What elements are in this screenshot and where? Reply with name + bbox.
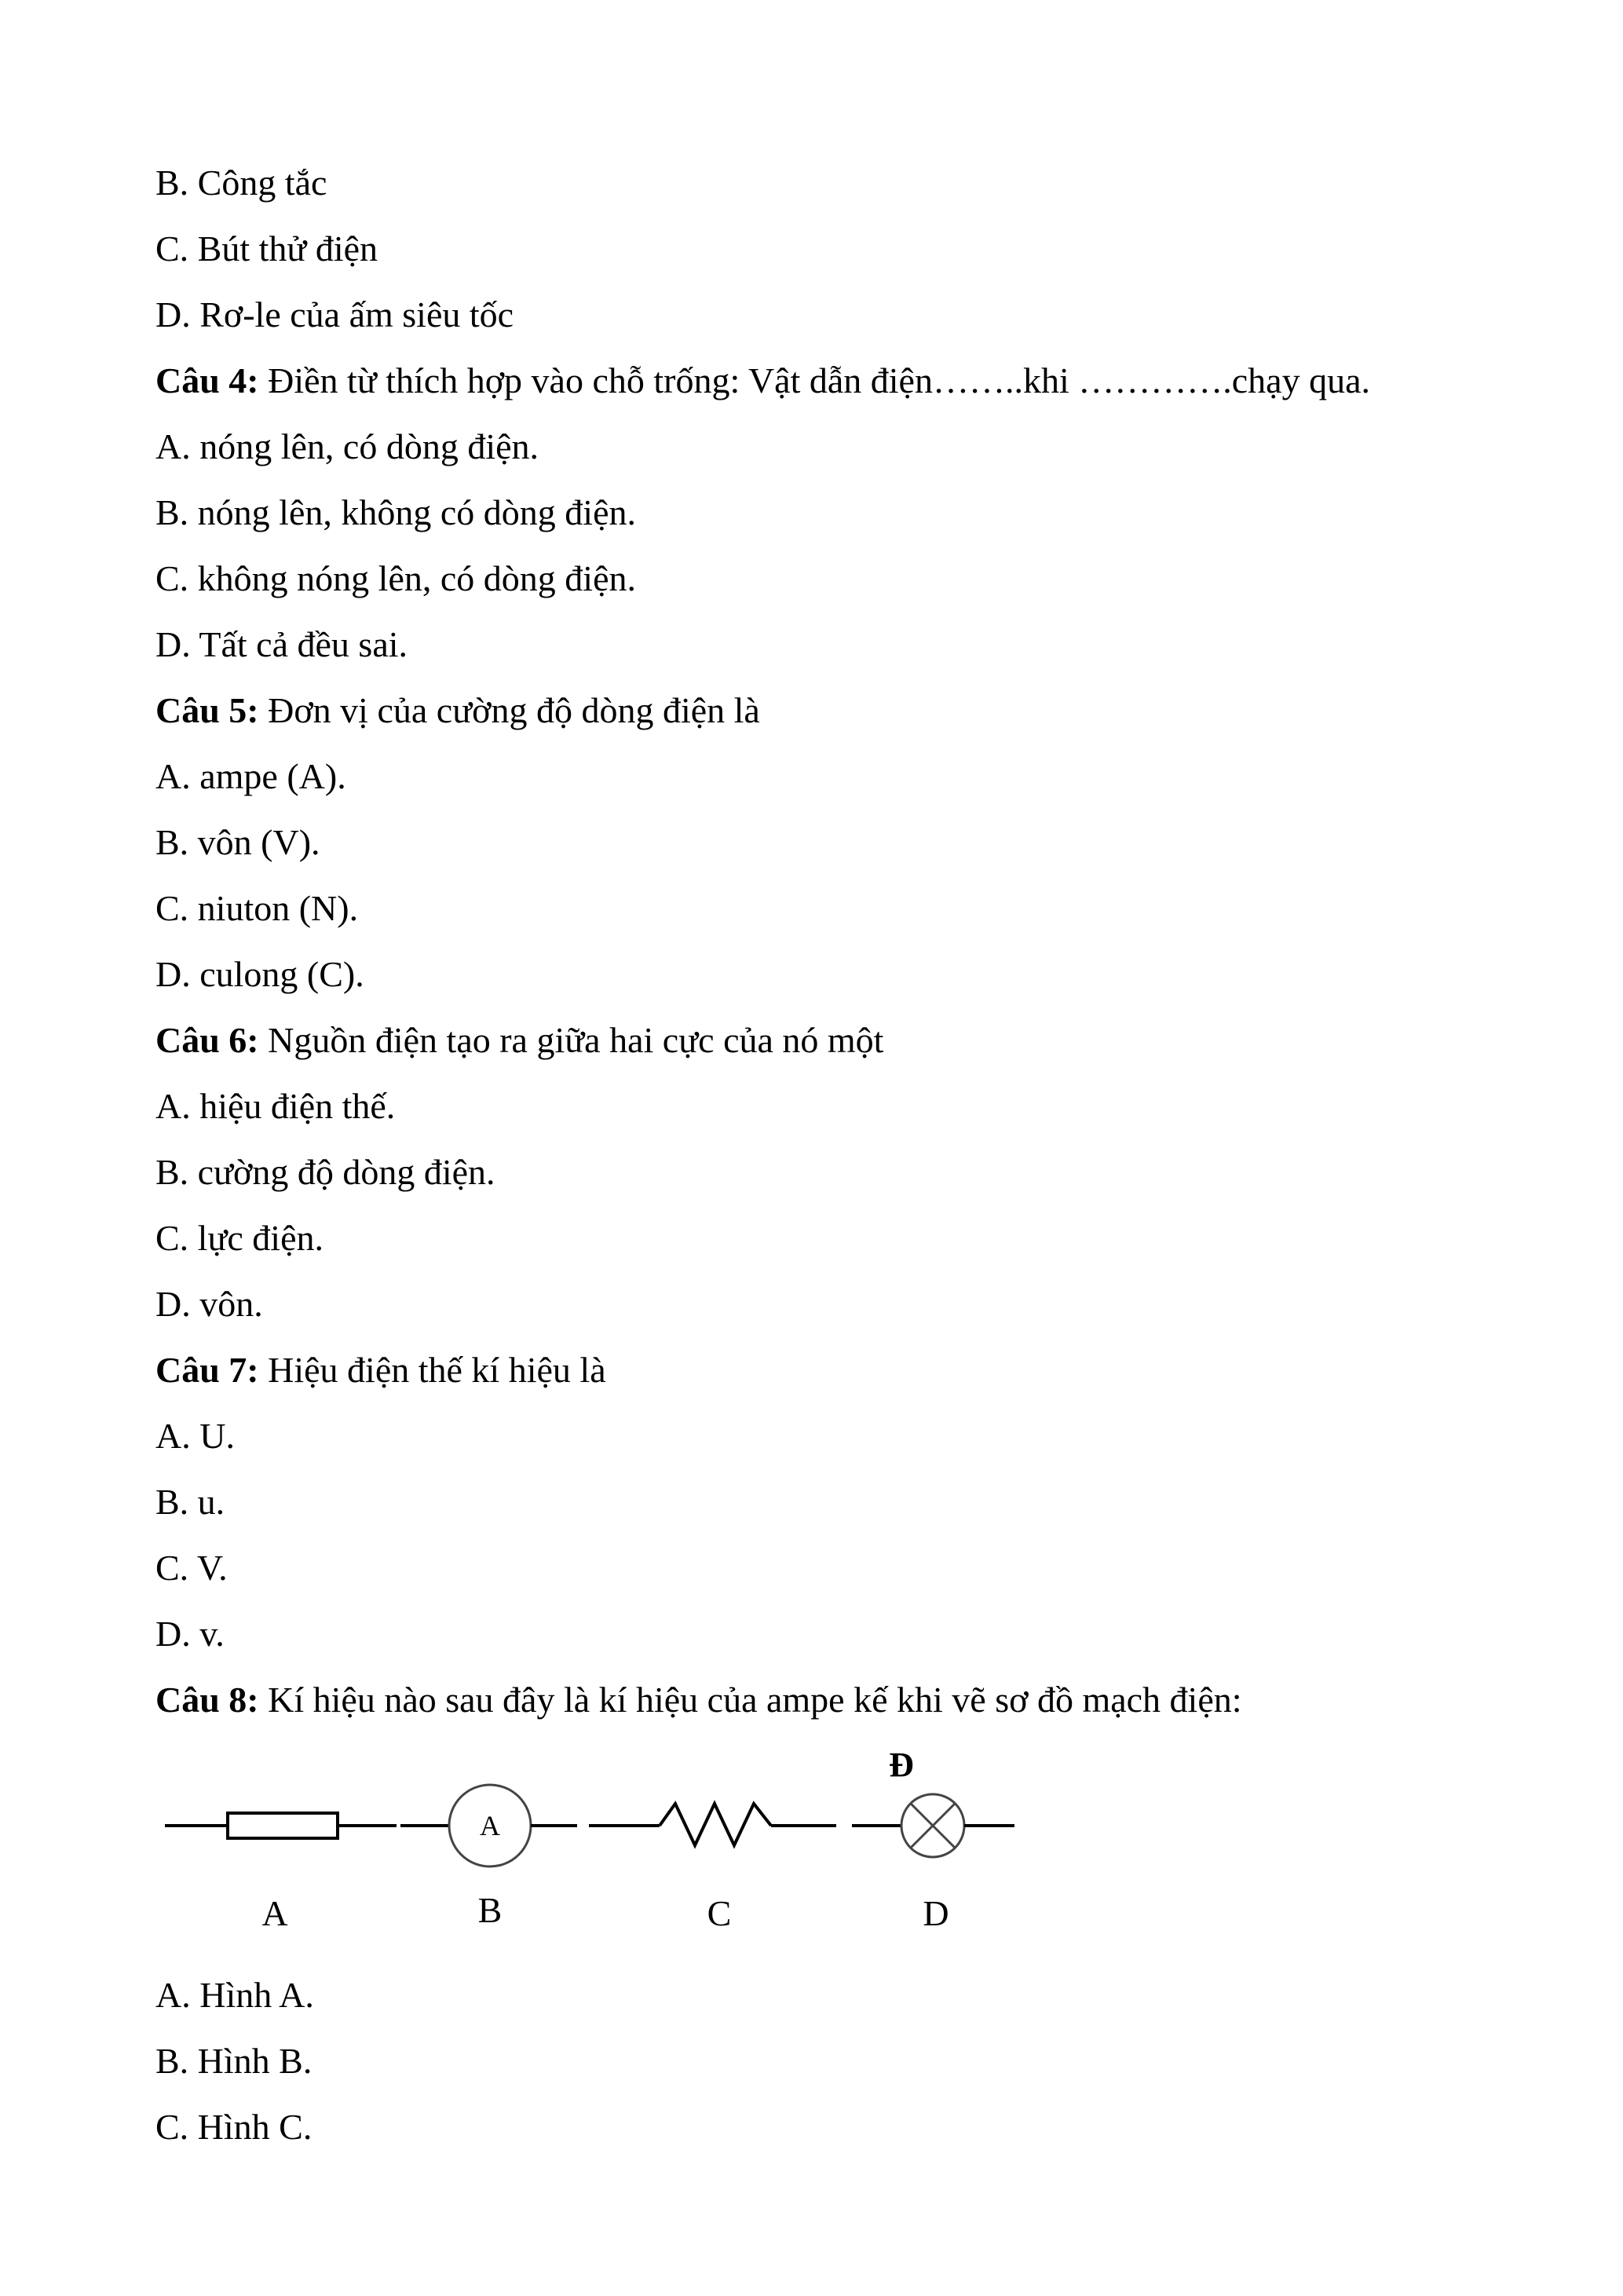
q3-option-b: B. Công tắc: [155, 163, 327, 203]
q8-label: Câu 8:: [155, 1680, 259, 1720]
q5-label: Câu 5:: [155, 690, 259, 730]
q8-question: [155, 1678, 1242, 1722]
q4-option-d: D. Tất cả đều sai.: [155, 624, 408, 664]
q5-option-a: A. ampe (A).: [155, 756, 346, 796]
q4-option-c: C. không nóng lên, có dòng điện.: [155, 558, 636, 598]
q6-question: [155, 1018, 883, 1062]
q6-option-b: B. cường độ dòng điện.: [155, 1152, 495, 1192]
symbol-d-lamp: [852, 1794, 1014, 1857]
q5-option-c: C. niuton (N).: [155, 888, 359, 928]
q6-option-c: C. lực điện.: [155, 1218, 324, 1258]
q7-option-b: B. u.: [155, 1482, 225, 1522]
q8-text: Kí hiệu nào sau đây là kí hiệu của ampe kế khi vẽ sơ đồ mạch điện:: [258, 1680, 1242, 1720]
q5-question: [155, 689, 760, 733]
q7-option-d: D. v.: [155, 1614, 225, 1654]
figure-label-b: B: [477, 1890, 503, 1930]
q4-option-b: B. nóng lên, không có dòng điện.: [155, 492, 636, 532]
figure-label-d: D: [923, 1893, 949, 1933]
q7-option-a: A. U.: [155, 1416, 235, 1456]
lamp-label: Đ: [889, 1746, 914, 1784]
q7-label: Câu 7:: [155, 1350, 259, 1390]
symbol-a-resistor-box: [165, 1813, 397, 1838]
q8-option-b: B. Hình B.: [155, 2041, 313, 2081]
q6-option-a: A. hiệu điện thế.: [155, 1086, 396, 1126]
q4-question: [155, 359, 1370, 403]
q7-question: [155, 1348, 606, 1392]
q5-option-b: B. vôn (V).: [155, 822, 320, 862]
symbol-c-zigzag-resistor: [589, 1804, 836, 1845]
q4-option-a: A. nóng lên, có dòng điện.: [155, 426, 539, 466]
q4-text: Điền từ thích hợp vào chỗ trống: Vật dẫn điện……..khi ………….chạy qua.: [258, 360, 1371, 400]
q5-text: Đơn vị của cường độ dòng điện là: [258, 690, 760, 730]
q8-option-c: C. Hình C.: [155, 2107, 313, 2147]
q3-option-c: C. Bút thử điện: [155, 229, 378, 269]
q5-option-d: D. culong (C).: [155, 954, 364, 994]
circuit-symbols-figure: [0, 1739, 1099, 1943]
q6-option-d: D. vôn.: [155, 1284, 263, 1324]
q7-text: Hiệu điện thế kí hiệu là: [258, 1350, 606, 1390]
q6-text: Nguồn điện tạo ra giữa hai cực của nó một: [258, 1020, 884, 1060]
q7-option-c: C. V.: [155, 1548, 228, 1588]
q3-option-d: D. Rơ-le của ấm siêu tốc: [155, 294, 514, 335]
figure-label-c: C: [707, 1893, 732, 1933]
ammeter-letter: A: [480, 1810, 500, 1841]
q4-label: Câu 4:: [155, 360, 259, 400]
q6-label: Câu 6:: [155, 1020, 259, 1060]
q8-option-a: A. Hình A.: [155, 1975, 314, 2015]
figure-label-a: A: [261, 1893, 288, 1933]
